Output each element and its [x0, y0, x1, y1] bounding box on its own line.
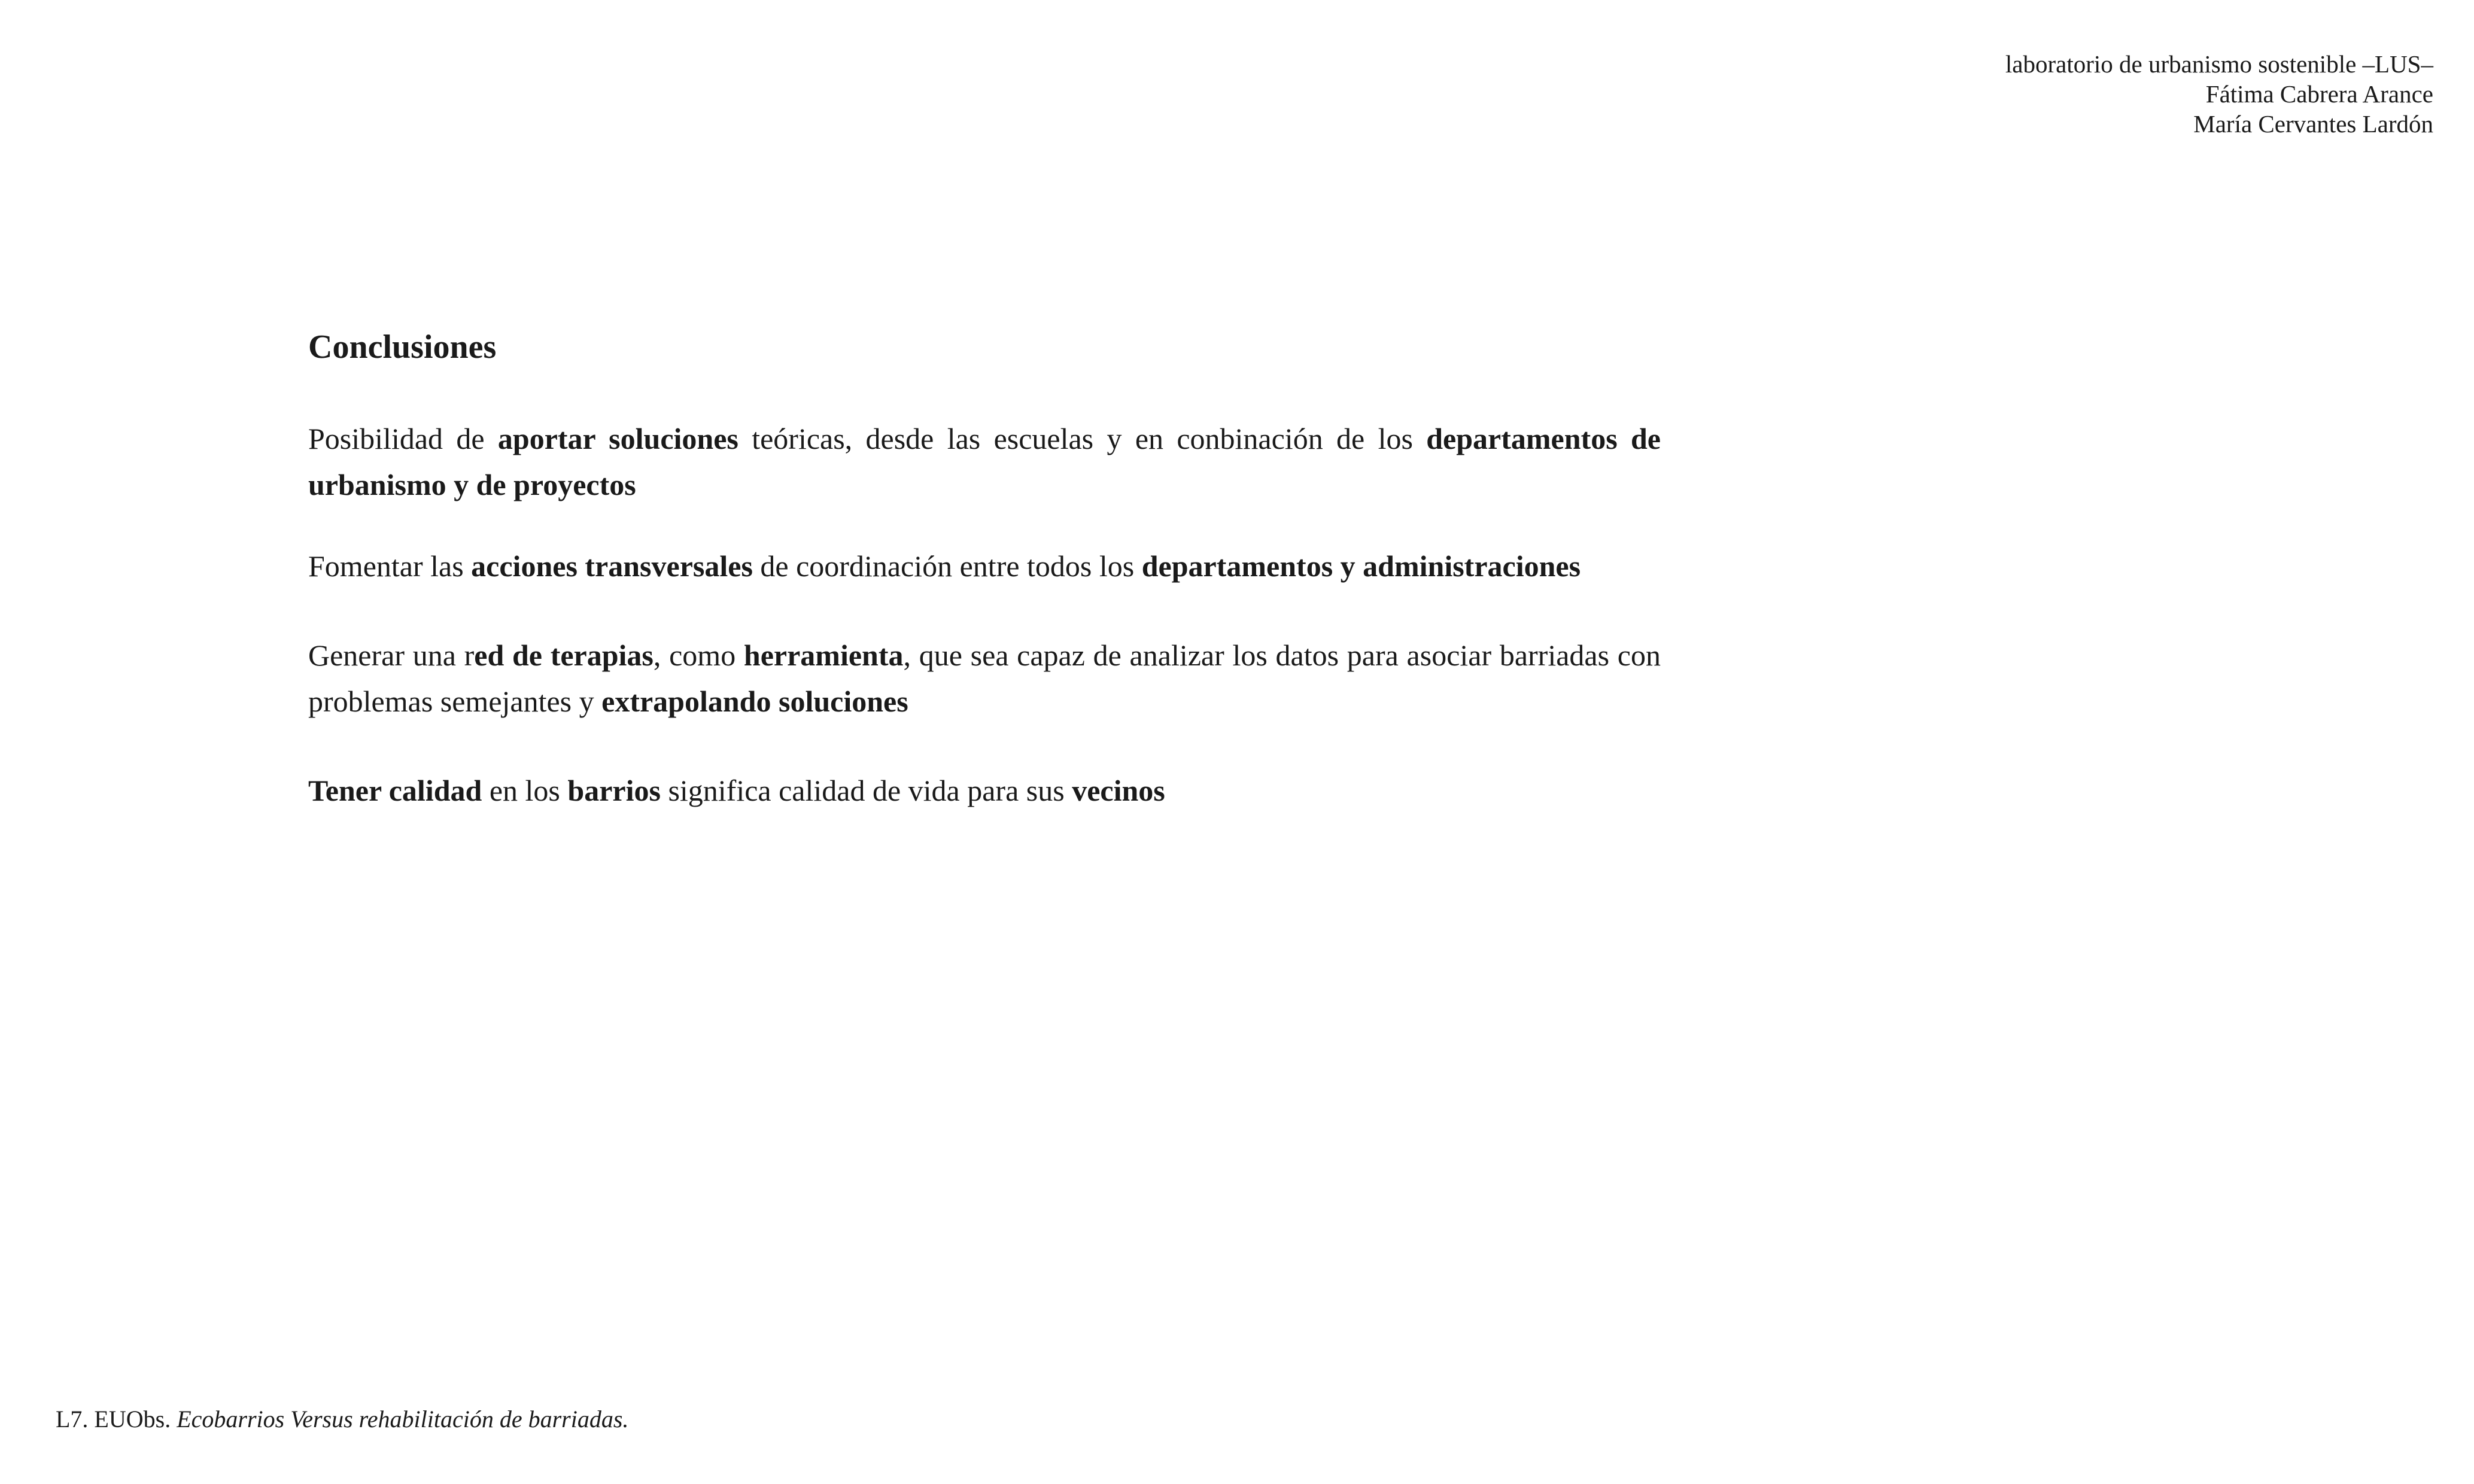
header-author-1: Fátima Cabrera Arance: [2205, 80, 2433, 108]
bold-span: extrapolando soluciones: [601, 685, 908, 718]
text-span: , que sea capaz de analizar los datos para asociar barriadas con problemas semejantes y: [308, 638, 1661, 718]
bold-span: departamentos y administraciones: [1141, 549, 1581, 583]
text-span: Posibilidad de: [308, 422, 498, 455]
bold-span: barrios: [567, 774, 661, 807]
conclusion-paragraph-1: [308, 416, 1661, 508]
page-footer: [56, 1404, 628, 1434]
bold-span: Tener calidad: [308, 774, 482, 807]
bold-span: departamentos de urbanismo y de proyectos: [308, 422, 1661, 501]
header-author-2: María Cervantes Lardón: [2193, 110, 2433, 138]
text-span: Generar una r: [308, 638, 475, 672]
text-span: en los: [482, 774, 568, 807]
page-title: Conclusiones: [308, 329, 497, 366]
footer-prefix: L7. EUObs.: [56, 1406, 177, 1433]
conclusion-paragraph-2: [308, 543, 1661, 589]
page-header: [2005, 49, 2433, 139]
header-lab-name: laboratorio de urbanismo sostenible –LUS–: [2005, 50, 2433, 78]
bold-span: acciones transversales: [471, 549, 753, 583]
text-span: teóricas, desde las escuelas y en conbinación de los: [738, 422, 1427, 455]
footer-subtitle: Ecobarrios Versus rehabilitación de barriadas.: [177, 1406, 629, 1433]
bold-span: aportar soluciones: [497, 422, 738, 455]
text-span: de coordinación entre todos los: [752, 549, 1142, 583]
bold-span: herramienta: [743, 638, 904, 672]
bold-span: vecinos: [1072, 774, 1165, 807]
text-span: Fomentar las: [308, 549, 472, 583]
conclusion-paragraph-4: [308, 768, 1661, 814]
bold-span: ed de terapias: [474, 638, 654, 672]
text-span: , como: [653, 638, 744, 672]
text-span: significa calidad de vida para sus: [660, 774, 1072, 807]
conclusion-paragraph-3: [308, 632, 1661, 725]
